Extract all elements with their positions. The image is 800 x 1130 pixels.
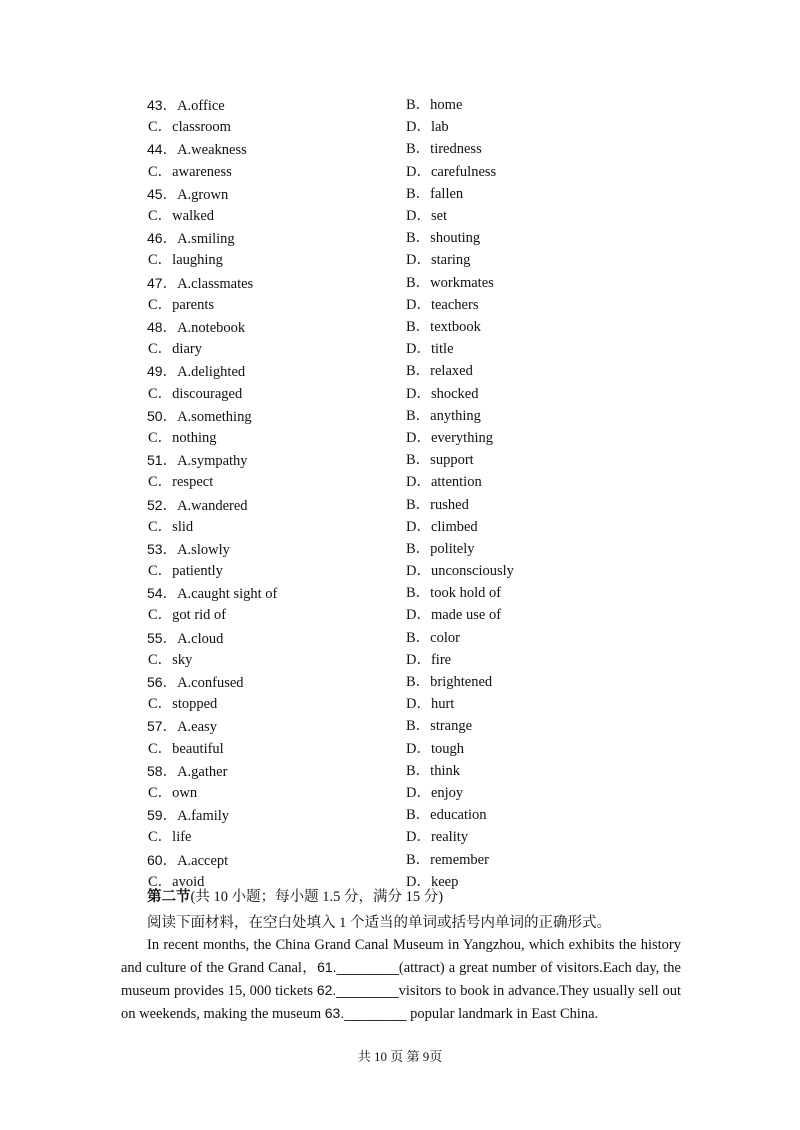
option-a-text: A.grown — [177, 186, 229, 203]
option-a — [147, 227, 235, 249]
number-separator: ． — [162, 541, 178, 558]
option-b: B．brightened — [406, 674, 493, 691]
option-d: D．teachers — [406, 296, 479, 313]
option-a — [147, 405, 252, 427]
question-item — [147, 538, 667, 582]
option-a-text: A.smiling — [177, 231, 235, 248]
number-separator: ． — [162, 852, 178, 869]
option-b: B．remember — [406, 851, 489, 868]
option-a — [147, 494, 248, 516]
option-c: C．nothing — [148, 429, 217, 446]
option-b: B．textbook — [406, 318, 481, 335]
question-list — [147, 94, 667, 893]
question-item — [147, 272, 667, 316]
option-a-text: A.delighted — [177, 364, 246, 381]
option-d: D．set — [406, 207, 448, 224]
option-a — [147, 138, 247, 160]
number-separator: ． — [162, 275, 178, 292]
number-separator: ． — [162, 186, 178, 203]
number-separator: ． — [162, 142, 178, 159]
option-a — [147, 360, 245, 382]
number-separator: ． — [162, 763, 178, 780]
section-note: (共 10 小题；每小题 1.5 分，满分 15 分) — [190, 889, 444, 905]
question-item — [147, 183, 667, 227]
option-a-text: A.family — [177, 808, 230, 825]
passage-sentence-1: In recent months, the China Grand Canal Museum in Yangzhou, which exhibits the history and culture of the Grand Canal， — [121, 937, 681, 976]
question-number: 50 — [147, 407, 163, 424]
option-c: C．diary — [148, 341, 202, 358]
question-number: 58 — [147, 762, 163, 779]
option-b: B．took hold of — [406, 585, 502, 602]
question-number: 55 — [147, 629, 163, 646]
option-a-text: A.slowly — [177, 541, 230, 558]
option-b: B．relaxed — [406, 363, 473, 380]
question-number: 44 — [147, 141, 163, 158]
option-a-text: A.confused — [177, 675, 244, 692]
option-a — [147, 183, 228, 205]
question-number: 56 — [147, 674, 163, 691]
option-c: C．beautiful — [148, 740, 224, 757]
question-item — [147, 494, 667, 538]
option-b: B．politely — [406, 540, 475, 557]
option-a — [147, 538, 230, 560]
question-number: 53 — [147, 540, 163, 557]
question-item — [147, 449, 667, 493]
option-a-text: A.something — [177, 408, 252, 425]
option-d: D．enjoy — [406, 785, 464, 802]
option-b: B．workmates — [406, 274, 494, 291]
question-number: 60 — [147, 851, 163, 868]
option-a — [147, 849, 228, 871]
option-c: C．walked — [148, 207, 215, 224]
number-separator: ． — [162, 408, 178, 425]
option-b: B．support — [406, 452, 474, 469]
option-d: D．fire — [406, 651, 452, 668]
option-b: B．anything — [406, 407, 481, 424]
option-c: C．sky — [148, 651, 193, 668]
option-b: B．fallen — [406, 185, 464, 202]
question-number: 45 — [147, 185, 163, 202]
option-a — [147, 804, 229, 826]
number-separator: ． — [162, 98, 178, 114]
option-a-text: A.notebook — [177, 319, 246, 336]
blank-63: 63.________ — [324, 1005, 407, 1021]
question-number: 48 — [147, 318, 163, 335]
option-c: C．classroom — [148, 119, 231, 136]
option-a — [147, 316, 245, 338]
blank-62: 62.________ — [316, 982, 399, 998]
passage-sentence-2: (attract) a great number of visitors.Each day, the museum provides 15, 000 tickets — [121, 960, 681, 999]
page-footer: 共 10 页 第 9页 — [357, 1049, 443, 1064]
question-number: 59 — [147, 807, 163, 824]
question-number: 52 — [147, 496, 163, 513]
option-b: B．think — [406, 762, 460, 779]
option-b: B．rushed — [406, 496, 469, 513]
option-a — [147, 760, 227, 782]
option-c: C．patiently — [148, 563, 223, 580]
option-d: D．attention — [406, 474, 482, 491]
reading-passage — [121, 934, 681, 1025]
option-d: D．keep — [406, 873, 459, 890]
number-separator: ． — [162, 586, 178, 603]
question-item — [147, 138, 667, 182]
question-item — [147, 715, 667, 759]
number-separator: ． — [162, 364, 178, 381]
option-c: C．respect — [148, 474, 214, 491]
question-number: 54 — [147, 585, 163, 602]
option-a-text: A.caught sight of — [177, 586, 278, 603]
question-number: 43 — [147, 97, 163, 113]
option-a — [147, 94, 225, 116]
section-title: 第二节 — [147, 889, 191, 905]
option-d: D．lab — [406, 119, 449, 136]
option-c: C．life — [148, 829, 192, 846]
option-d: D．reality — [406, 829, 469, 846]
question-number: 47 — [147, 274, 163, 291]
question-item — [147, 760, 667, 804]
option-a — [147, 272, 253, 294]
option-d: D．title — [406, 341, 454, 358]
option-d: D．made use of — [406, 607, 502, 624]
option-a — [147, 627, 223, 649]
option-a-text: A.accept — [177, 852, 229, 869]
option-b: B．tiredness — [406, 141, 482, 158]
option-c: C．parents — [148, 296, 215, 313]
question-number: 57 — [147, 718, 163, 735]
option-a-text: A.wandered — [177, 497, 248, 514]
option-a-text: A.office — [177, 98, 225, 114]
option-a — [147, 715, 217, 737]
question-item — [147, 227, 667, 271]
number-separator: ． — [162, 497, 178, 514]
option-a-text: A.easy — [177, 719, 217, 736]
question-item — [147, 671, 667, 715]
option-a — [147, 671, 244, 693]
option-b: B．strange — [406, 718, 473, 735]
option-d: D．unconsciously — [406, 563, 514, 580]
question-item — [147, 627, 667, 671]
option-b: B．home — [406, 97, 463, 113]
blank-61: 61.________ — [317, 959, 399, 975]
option-c: C．slid — [148, 518, 194, 535]
question-item — [147, 94, 667, 138]
section-instruction: 阅读下面材料，在空白处填入 1 个适当的单词或括号内单词的正确形式。 — [147, 915, 611, 931]
option-a-text: A.gather — [177, 763, 228, 780]
option-c: C．own — [148, 785, 198, 802]
passage-sentence-4: popular landmark in East China. — [406, 1006, 599, 1022]
option-a-text: A.sympathy — [177, 453, 248, 470]
option-c: C．avoid — [148, 873, 205, 890]
option-a — [147, 582, 277, 604]
option-a-text: A.weakness — [177, 142, 247, 159]
option-d: D．hurt — [406, 696, 455, 713]
question-number: 49 — [147, 363, 163, 380]
option-a-text: A.cloud — [177, 630, 224, 647]
option-d: D．shocked — [406, 385, 479, 402]
option-d: D．climbed — [406, 518, 478, 535]
question-number: 51 — [147, 452, 163, 469]
option-a-text: A.classmates — [177, 275, 254, 292]
number-separator: ． — [162, 231, 178, 248]
option-d: D．carefulness — [406, 163, 497, 180]
number-separator: ． — [162, 319, 178, 336]
passage-sentence-3: visitors to book in advance.They usually sell out on weekends, making the museum — [121, 983, 682, 1022]
section-heading — [147, 886, 443, 908]
option-c: C．laughing — [148, 252, 223, 269]
option-d: D．everything — [406, 429, 493, 446]
number-separator: ． — [162, 630, 178, 647]
option-c: C．awareness — [148, 163, 232, 180]
question-item — [147, 582, 667, 626]
option-d: D．staring — [406, 252, 471, 269]
option-c: C．discouraged — [148, 385, 243, 402]
question-item — [147, 405, 667, 449]
option-d: D．tough — [406, 740, 464, 757]
question-number: 46 — [147, 230, 163, 247]
number-separator: ． — [162, 808, 178, 825]
question-item — [147, 316, 667, 360]
question-item — [147, 360, 667, 404]
option-b: B．shouting — [406, 230, 481, 247]
option-a — [147, 449, 248, 471]
option-c: C．stopped — [148, 696, 218, 713]
number-separator: ． — [162, 453, 178, 470]
option-c: C．got rid of — [148, 607, 227, 624]
question-item — [147, 804, 667, 848]
option-b: B．color — [406, 629, 460, 646]
option-b: B．education — [406, 807, 487, 824]
number-separator: ． — [162, 675, 178, 692]
number-separator: ． — [162, 719, 178, 736]
